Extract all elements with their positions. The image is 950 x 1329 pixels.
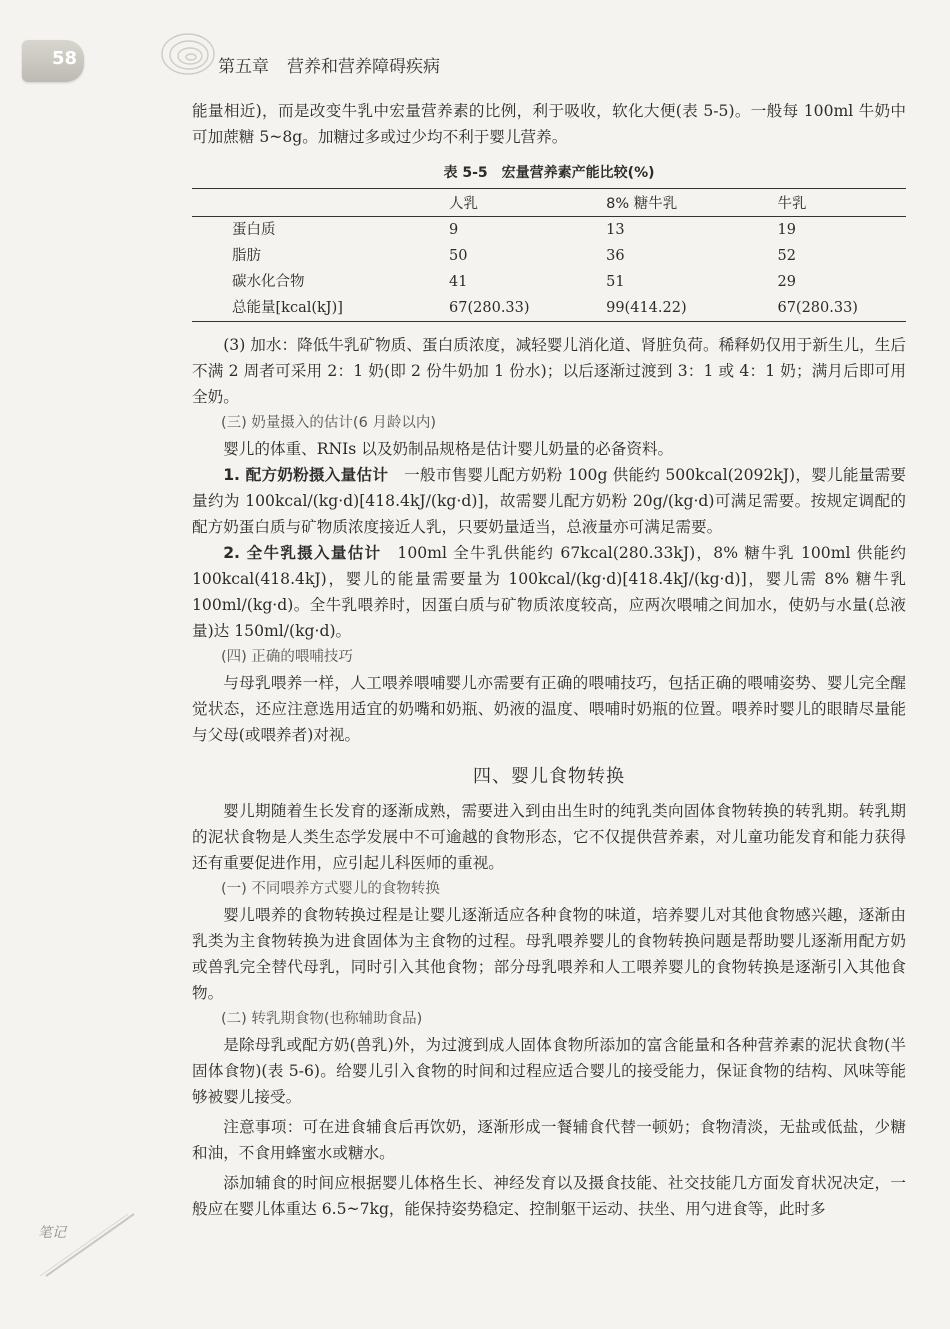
table-cell: 19 [777,222,796,238]
table-cell: 50 [449,248,468,264]
paragraph: 是除母乳或配方奶(兽乳)外，为过渡到成人固体食物所添加的富含能量和各种营养素的泥状食物(半固体食物)(表 5-6)。给婴儿引入食物的时间和过程应适合婴儿的接受能力，保证食物的结构、风味等能够被婴儿接受。 [192,1036,906,1106]
macronutrient-table [192,188,906,322]
item-heading: 1. 配方奶粉摄入量估计 [223,466,389,484]
paragraph: 能量相近)，而是改变牛乳中宏量营养素的比例，利于吸收，软化大便(表 5-5)。一般每 100ml 牛奶中可加蔗糖 5~8g。加糖过多或过少均不利于婴儿营养。 [192,102,906,146]
table-cell: 52 [777,248,796,264]
table-header-row [192,189,906,217]
paragraph: 注意事项：可在进食辅食后再饮奶，逐渐形成一餐辅食代替一顿奶；食物清淡，无盐或低盐，少糖和油，不食用蜂蜜水或糖水。 [192,1118,906,1162]
subsection-heading: (一) 不同喂养方式婴儿的食物转换 [221,881,440,897]
table-cell: 36 [606,248,625,264]
table-cell: 蛋白质 [232,222,276,238]
margin-notes-area [16,1212,136,1282]
table-header-cell: 牛乳 [777,189,906,217]
paragraph: (3) 加水：降低牛乳矿物质、蛋白质浓度，减轻婴儿消化道、肾脏负荷。稀释奶仅用于新生儿，生后不满 2 周者可采用 2：1 奶(即 2 份牛奶加 1 份水)；以后逐渐过渡到 3：1 或 4：1 奶；满月后即可用全奶。 [192,336,906,406]
table-cell: 41 [449,274,468,290]
table-row [192,243,906,269]
paragraph: 与母乳喂养一样，人工喂养喂哺婴儿亦需要有正确的喂哺技巧，包括正确的喂哺姿势、婴儿完全醒觉状态，还应注意选用适宜的奶嘴和奶瓶、奶液的温度、喂哺时奶瓶的位置。喂养时婴儿的眼睛尽量能与父母(或喂养者)对视。 [192,674,906,744]
table-cell: 脂肪 [232,248,261,264]
paragraph: 添加辅食的时间应根据婴儿体格生长、神经发育以及摄食技能、社交技能几方面发育状况决定，一般应在婴儿体重达 6.5~7kg，能保持姿势稳定、控制躯干运动、扶坐、用勺进食等，此时多 [192,1174,906,1218]
pen-icon [16,1212,136,1282]
section-heading: 四、婴儿食物转换 [473,766,625,787]
paragraph: 婴儿的体重、RNIs 以及奶制品规格是估计婴儿奶量的必备资料。 [223,440,674,458]
table-header-cell [192,189,449,217]
table-cell: 总能量[kcal(kJ)] [192,295,449,322]
item-text: 一般市售婴儿配方奶粉 100g 供能约 500kcal(2092kJ)，婴儿能量需要量约为 100kcal/(kg·d)[418.4kJ/(kg·d)]，故需婴儿配方奶粉 20g/(kg·d)可满足需要。按规定调配的配方奶蛋白质与矿物质浓度接近人乳，只要奶量适当，总液量亦可满足需要。 [192,466,906,536]
table-header-cell: 人乳 [449,189,606,217]
notes-label: 笔记 [38,1225,66,1241]
subsection-heading: (四) 正确的喂哺技巧 [221,649,353,665]
table-cell: 67(280.33) [777,295,906,322]
page-body [192,98,906,1222]
paragraph [192,462,906,540]
table-cell: 9 [449,222,459,238]
table-cell: 碳水化合物 [232,274,305,290]
table-row [192,217,906,244]
item-heading: 2. 全牛乳摄入量估计 [223,544,382,562]
swirl-ornament-icon [158,24,218,84]
table-row [192,295,906,322]
subsection-heading: (三) 奶量摄入的估计(6 月龄以内) [221,415,437,431]
page-number: 58 [52,48,78,69]
table-caption: 表 5-5 宏量营养素产能比较(%) [443,165,655,181]
table-cell: 13 [606,222,625,238]
paragraph: 婴儿期随着生长发育的逐渐成熟，需要进入到由出生时的纯乳类向固体食物转换的转乳期。转乳期的泥状食物是人类生态学发展中不可逾越的食物形态，它不仅提供营养素，对儿童功能发育和能力获得还有重要促进作用，应引起儿科医师的重视。 [192,802,906,872]
table-cell: 29 [777,274,796,290]
running-header [218,52,440,77]
page-number-tab [22,40,84,82]
chapter-number: 第五章 [218,57,269,77]
table-cell: 67(280.33) [449,295,606,322]
item-text: 100ml 全牛乳供能约 67kcal(280.33kJ)，8% 糖牛乳 100ml 供能约 100kcal(418.4kJ)，婴儿的能量需要量为 100kcal/(kg·d)[418.4kJ/(kg·d)]，婴儿需 8% 糖牛乳 100ml/(kg·d)。全牛乳喂养时，因蛋白质与矿物质浓度较高，应两次喂哺之间加水，使奶与水量(总液量)达 150ml/(kg·d)。 [192,544,906,640]
table-header-cell: 8% 糖牛乳 [606,189,777,217]
paragraph: 婴儿喂养的食物转换过程是让婴儿逐渐适应各种食物的味道，培养婴儿对其他食物感兴趣，逐渐由乳类为主食物转换为进食固体为主食物的过程。母乳喂养婴儿的食物转换问题是帮助婴儿逐渐用配方奶或兽乳完全替代母乳，同时引入其他食物；部分母乳喂养和人工喂养婴儿的食物转换是逐渐引入其他食物。 [192,906,906,1002]
table-cell: 99(414.22) [606,295,777,322]
table-cell: 51 [606,274,625,290]
chapter-title: 营养和营养障碍疾病 [287,57,440,77]
paragraph [192,540,906,644]
subsection-heading: (二) 转乳期食物(也称辅助食品) [221,1011,423,1027]
table-row [192,269,906,295]
